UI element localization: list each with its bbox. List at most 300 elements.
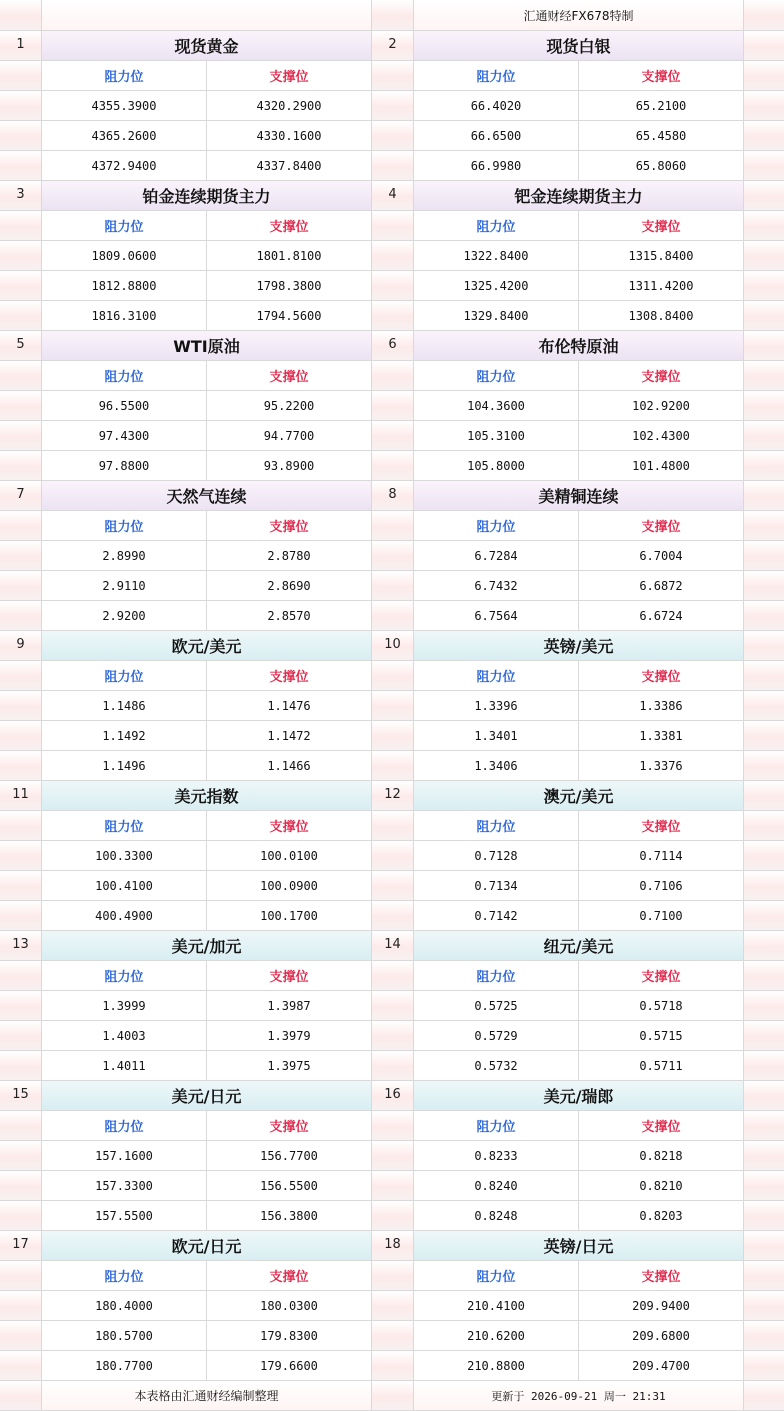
blank-cell: [744, 121, 784, 151]
group-title: 现货白银: [414, 31, 744, 61]
resistance-value: 210.6200: [414, 1321, 579, 1351]
resistance-value: 2.9110: [42, 571, 207, 601]
blank-cell: [372, 301, 414, 331]
support-value: 100.0100: [207, 841, 372, 871]
support-value: 65.2100: [579, 91, 744, 121]
blank-cell: [744, 661, 784, 691]
blank-cell: [744, 481, 784, 511]
support-value: 0.7106: [579, 871, 744, 901]
blank-cell: [372, 451, 414, 481]
data-row: [0, 301, 784, 331]
blank-cell: [744, 301, 784, 331]
blank-cell: [744, 151, 784, 181]
blank-cell: [744, 331, 784, 361]
group-header-row: [0, 1111, 784, 1141]
blank-cell: [0, 421, 42, 451]
group-title: 美元/加元: [42, 931, 372, 961]
group-header-row: [0, 1261, 784, 1291]
group-header-row: [0, 211, 784, 241]
resistance-header: 阻力位: [42, 1261, 207, 1291]
support-value: 94.7700: [207, 421, 372, 451]
blank-cell: [0, 751, 42, 781]
support-header: 支撑位: [579, 811, 744, 841]
support-value: 1.3975: [207, 1051, 372, 1081]
blank-cell: [372, 91, 414, 121]
resistance-header: 阻力位: [414, 1261, 579, 1291]
group-title-row: [0, 31, 784, 61]
blank-cell: [744, 901, 784, 931]
group-title: 英镑/美元: [414, 631, 744, 661]
resistance-value: 4372.9400: [42, 151, 207, 181]
support-value: 1.1472: [207, 721, 372, 751]
blank-cell: [744, 421, 784, 451]
support-value: 65.4580: [579, 121, 744, 151]
blank-cell: [744, 1201, 784, 1231]
group-index: 4: [372, 181, 414, 211]
resistance-value: 1.1486: [42, 691, 207, 721]
blank-cell: [372, 751, 414, 781]
data-row: [0, 421, 784, 451]
blank-cell: [744, 511, 784, 541]
group-title: 欧元/日元: [42, 1231, 372, 1261]
blank-cell: [372, 1351, 414, 1381]
support-value: 2.8570: [207, 601, 372, 631]
group-title-row: [0, 181, 784, 211]
blank-cell: [744, 271, 784, 301]
blank-cell: [0, 691, 42, 721]
support-value: 2.8780: [207, 541, 372, 571]
group-index: 10: [372, 631, 414, 661]
resistance-value: 1.4003: [42, 1021, 207, 1051]
support-header: 支撑位: [207, 511, 372, 541]
blank-cell: [0, 841, 42, 871]
resistance-header: 阻力位: [42, 511, 207, 541]
data-row: [0, 91, 784, 121]
resistance-header: 阻力位: [414, 511, 579, 541]
blank-cell: [372, 1261, 414, 1291]
support-value: 100.0900: [207, 871, 372, 901]
support-header: 支撑位: [579, 61, 744, 91]
group-title-row: [0, 331, 784, 361]
group-title-row: [0, 481, 784, 511]
footer-note: 本表格由汇通财经编制整理: [42, 1381, 372, 1411]
resistance-value: 97.8800: [42, 451, 207, 481]
resistance-value: 210.4100: [414, 1291, 579, 1321]
resistance-value: 0.5725: [414, 991, 579, 1021]
blank-cell: [744, 1381, 784, 1411]
blank-cell: [372, 211, 414, 241]
support-value: 156.7700: [207, 1141, 372, 1171]
blank-cell: [372, 1201, 414, 1231]
blank-cell: [0, 391, 42, 421]
blank-cell: [744, 631, 784, 661]
blank-cell: [372, 121, 414, 151]
blank-cell: [744, 601, 784, 631]
resistance-value: 1816.3100: [42, 301, 207, 331]
resistance-header: 阻力位: [414, 361, 579, 391]
blank-cell: [0, 361, 42, 391]
support-value: 102.4300: [579, 421, 744, 451]
blank-cell: [42, 0, 372, 31]
blank-cell: [372, 841, 414, 871]
blank-cell: [0, 991, 42, 1021]
group-title-row: [0, 631, 784, 661]
blank-cell: [372, 241, 414, 271]
resistance-value: 180.7700: [42, 1351, 207, 1381]
data-row: [0, 571, 784, 601]
data-row: [0, 451, 784, 481]
data-row: [0, 721, 784, 751]
data-row: [0, 901, 784, 931]
blank-cell: [0, 1171, 42, 1201]
blank-cell: [0, 1141, 42, 1171]
group-title: 纽元/美元: [414, 931, 744, 961]
support-value: 4337.8400: [207, 151, 372, 181]
support-header: 支撑位: [579, 961, 744, 991]
group-title: 现货黄金: [42, 31, 372, 61]
support-value: 1308.8400: [579, 301, 744, 331]
support-value: 0.8203: [579, 1201, 744, 1231]
support-value: 0.8218: [579, 1141, 744, 1171]
blank-cell: [744, 211, 784, 241]
support-value: 0.7114: [579, 841, 744, 871]
blank-cell: [372, 151, 414, 181]
support-value: 1.3381: [579, 721, 744, 751]
blank-cell: [0, 211, 42, 241]
blank-cell: [744, 991, 784, 1021]
blank-cell: [372, 391, 414, 421]
resistance-header: 阻力位: [42, 961, 207, 991]
resistance-value: 1329.8400: [414, 301, 579, 331]
blank-cell: [0, 1111, 42, 1141]
support-value: 6.6724: [579, 601, 744, 631]
blank-cell: [0, 301, 42, 331]
resistance-value: 6.7432: [414, 571, 579, 601]
blank-cell: [372, 811, 414, 841]
support-value: 1315.8400: [579, 241, 744, 271]
blank-cell: [372, 361, 414, 391]
blank-cell: [0, 61, 42, 91]
blank-cell: [0, 871, 42, 901]
resistance-value: 105.3100: [414, 421, 579, 451]
support-value: 1.1466: [207, 751, 372, 781]
resistance-value: 104.3600: [414, 391, 579, 421]
group-index: 16: [372, 1081, 414, 1111]
resistance-value: 1809.0600: [42, 241, 207, 271]
data-row: [0, 1141, 784, 1171]
support-value: 1798.3800: [207, 271, 372, 301]
support-value: 93.8900: [207, 451, 372, 481]
blank-cell: [744, 0, 784, 31]
header-row: [0, 0, 784, 31]
blank-cell: [0, 1021, 42, 1051]
resistance-value: 1812.8800: [42, 271, 207, 301]
resistance-value: 157.1600: [42, 1141, 207, 1171]
support-value: 101.4800: [579, 451, 744, 481]
group-header-row: [0, 511, 784, 541]
support-header: 支撑位: [579, 1111, 744, 1141]
resistance-header: 阻力位: [414, 961, 579, 991]
blank-cell: [0, 1291, 42, 1321]
resistance-value: 0.8248: [414, 1201, 579, 1231]
resistance-value: 1.3396: [414, 691, 579, 721]
blank-cell: [372, 421, 414, 451]
resistance-value: 0.5729: [414, 1021, 579, 1051]
blank-cell: [744, 781, 784, 811]
data-row: [0, 151, 784, 181]
blank-cell: [744, 1051, 784, 1081]
blank-cell: [0, 511, 42, 541]
data-row: [0, 1321, 784, 1351]
resistance-value: 66.9980: [414, 151, 579, 181]
support-value: 180.0300: [207, 1291, 372, 1321]
resistance-value: 0.7128: [414, 841, 579, 871]
resistance-value: 0.5732: [414, 1051, 579, 1081]
group-index: 7: [0, 481, 42, 511]
blank-cell: [0, 1051, 42, 1081]
blank-cell: [372, 961, 414, 991]
blank-cell: [0, 661, 42, 691]
support-header: 支撑位: [207, 661, 372, 691]
data-row: [0, 1291, 784, 1321]
support-value: 65.8060: [579, 151, 744, 181]
blank-cell: [0, 571, 42, 601]
group-index: 8: [372, 481, 414, 511]
blank-cell: [744, 931, 784, 961]
blank-cell: [372, 1171, 414, 1201]
group-index: 11: [0, 781, 42, 811]
group-index: 12: [372, 781, 414, 811]
data-row: [0, 991, 784, 1021]
resistance-value: 1.3999: [42, 991, 207, 1021]
resistance-value: 180.4000: [42, 1291, 207, 1321]
resistance-value: 0.8240: [414, 1171, 579, 1201]
group-index: 3: [0, 181, 42, 211]
support-value: 1794.5600: [207, 301, 372, 331]
support-header: 支撑位: [579, 661, 744, 691]
support-header: 支撑位: [207, 1261, 372, 1291]
data-row: [0, 241, 784, 271]
data-row: [0, 871, 784, 901]
support-value: 100.1700: [207, 901, 372, 931]
blank-cell: [0, 241, 42, 271]
blank-cell: [744, 451, 784, 481]
resistance-header: 阻力位: [414, 61, 579, 91]
blank-cell: [372, 1381, 414, 1411]
blank-cell: [372, 61, 414, 91]
blank-cell: [0, 1261, 42, 1291]
support-value: 0.7100: [579, 901, 744, 931]
support-value: 102.9200: [579, 391, 744, 421]
blank-cell: [0, 151, 42, 181]
resistance-value: 4355.3900: [42, 91, 207, 121]
resistance-value: 2.8990: [42, 541, 207, 571]
data-row: [0, 121, 784, 151]
resistance-value: 97.4300: [42, 421, 207, 451]
group-header-row: [0, 361, 784, 391]
resistance-header: 阻力位: [42, 1111, 207, 1141]
support-header: 支撑位: [207, 811, 372, 841]
blank-cell: [744, 811, 784, 841]
support-value: 6.6872: [579, 571, 744, 601]
support-header: 支撑位: [207, 211, 372, 241]
blank-cell: [744, 691, 784, 721]
group-header-row: [0, 811, 784, 841]
support-value: 1311.4200: [579, 271, 744, 301]
blank-cell: [744, 1171, 784, 1201]
blank-cell: [372, 541, 414, 571]
support-value: 209.9400: [579, 1291, 744, 1321]
resistance-value: 400.4900: [42, 901, 207, 931]
group-title: 铂金连续期货主力: [42, 181, 372, 211]
support-value: 6.7004: [579, 541, 744, 571]
blank-cell: [0, 121, 42, 151]
blank-cell: [744, 871, 784, 901]
blank-cell: [372, 1111, 414, 1141]
update-time: 更新于 2026-09-21 周一 21:31: [414, 1381, 744, 1411]
data-row: [0, 391, 784, 421]
support-header: 支撑位: [579, 511, 744, 541]
blank-cell: [372, 871, 414, 901]
resistance-header: 阻力位: [42, 61, 207, 91]
support-header: 支撑位: [579, 1261, 744, 1291]
support-value: 4330.1600: [207, 121, 372, 151]
blank-cell: [0, 811, 42, 841]
support-value: 1801.8100: [207, 241, 372, 271]
blank-cell: [744, 181, 784, 211]
data-row: [0, 541, 784, 571]
credit-text: 汇通财经FX678特制: [414, 0, 744, 31]
blank-cell: [744, 1321, 784, 1351]
group-index: 2: [372, 31, 414, 61]
support-value: 1.3979: [207, 1021, 372, 1051]
resistance-value: 100.4100: [42, 871, 207, 901]
blank-cell: [744, 361, 784, 391]
support-value: 179.6600: [207, 1351, 372, 1381]
resistance-header: 阻力位: [414, 211, 579, 241]
support-header: 支撑位: [579, 361, 744, 391]
blank-cell: [744, 1351, 784, 1381]
data-row: [0, 601, 784, 631]
group-title: 美精铜连续: [414, 481, 744, 511]
resistance-value: 6.7284: [414, 541, 579, 571]
resistance-value: 105.8000: [414, 451, 579, 481]
data-row: [0, 691, 784, 721]
group-header-row: [0, 961, 784, 991]
resistance-value: 1.3401: [414, 721, 579, 751]
group-title-row: [0, 781, 784, 811]
data-row: [0, 271, 784, 301]
group-title: WTI原油: [42, 331, 372, 361]
blank-cell: [744, 751, 784, 781]
blank-cell: [0, 601, 42, 631]
group-index: 9: [0, 631, 42, 661]
support-header: 支撑位: [207, 1111, 372, 1141]
blank-cell: [0, 451, 42, 481]
support-header: 支撑位: [579, 211, 744, 241]
blank-cell: [744, 391, 784, 421]
group-index: 6: [372, 331, 414, 361]
blank-cell: [372, 1021, 414, 1051]
support-value: 1.3386: [579, 691, 744, 721]
resistance-value: 66.6500: [414, 121, 579, 151]
resistance-value: 157.3300: [42, 1171, 207, 1201]
resistance-value: 66.4020: [414, 91, 579, 121]
blank-cell: [744, 61, 784, 91]
blank-cell: [0, 271, 42, 301]
resistance-header: 阻力位: [42, 211, 207, 241]
blank-cell: [372, 1321, 414, 1351]
blank-cell: [0, 91, 42, 121]
group-title: 澳元/美元: [414, 781, 744, 811]
group-index: 1: [0, 31, 42, 61]
blank-cell: [744, 721, 784, 751]
blank-cell: [744, 1261, 784, 1291]
group-index: 17: [0, 1231, 42, 1261]
blank-cell: [744, 571, 784, 601]
data-row: [0, 1351, 784, 1381]
resistance-header: 阻力位: [414, 811, 579, 841]
support-value: 0.5715: [579, 1021, 744, 1051]
resistance-header: 阻力位: [42, 361, 207, 391]
group-title: 欧元/美元: [42, 631, 372, 661]
support-value: 1.3987: [207, 991, 372, 1021]
blank-cell: [372, 901, 414, 931]
support-value: 209.6800: [579, 1321, 744, 1351]
data-row: [0, 1051, 784, 1081]
resistance-value: 1325.4200: [414, 271, 579, 301]
support-header: 支撑位: [207, 961, 372, 991]
support-value: 156.3800: [207, 1201, 372, 1231]
resistance-value: 1.4011: [42, 1051, 207, 1081]
blank-cell: [0, 721, 42, 751]
support-value: 2.8690: [207, 571, 372, 601]
data-row: [0, 841, 784, 871]
blank-cell: [0, 1381, 42, 1411]
blank-cell: [0, 961, 42, 991]
group-title: 美元/日元: [42, 1081, 372, 1111]
group-title-row: [0, 1081, 784, 1111]
group-index: 5: [0, 331, 42, 361]
blank-cell: [372, 691, 414, 721]
group-index: 13: [0, 931, 42, 961]
group-index: 18: [372, 1231, 414, 1261]
group-title: 天然气连续: [42, 481, 372, 511]
support-value: 0.8210: [579, 1171, 744, 1201]
group-title: 美元/瑞郎: [414, 1081, 744, 1111]
blank-cell: [744, 1291, 784, 1321]
group-index: 14: [372, 931, 414, 961]
group-header-row: [0, 61, 784, 91]
group-title: 钯金连续期货主力: [414, 181, 744, 211]
group-title: 布伦特原油: [414, 331, 744, 361]
resistance-value: 2.9200: [42, 601, 207, 631]
resistance-header: 阻力位: [414, 1111, 579, 1141]
resistance-value: 100.3300: [42, 841, 207, 871]
blank-cell: [372, 661, 414, 691]
blank-cell: [0, 541, 42, 571]
blank-cell: [744, 241, 784, 271]
blank-cell: [372, 721, 414, 751]
blank-cell: [744, 1141, 784, 1171]
blank-cell: [744, 541, 784, 571]
support-value: 156.5500: [207, 1171, 372, 1201]
resistance-value: 1.1492: [42, 721, 207, 751]
support-value: 209.4700: [579, 1351, 744, 1381]
support-value: 1.1476: [207, 691, 372, 721]
blank-cell: [744, 31, 784, 61]
resistance-value: 4365.2600: [42, 121, 207, 151]
